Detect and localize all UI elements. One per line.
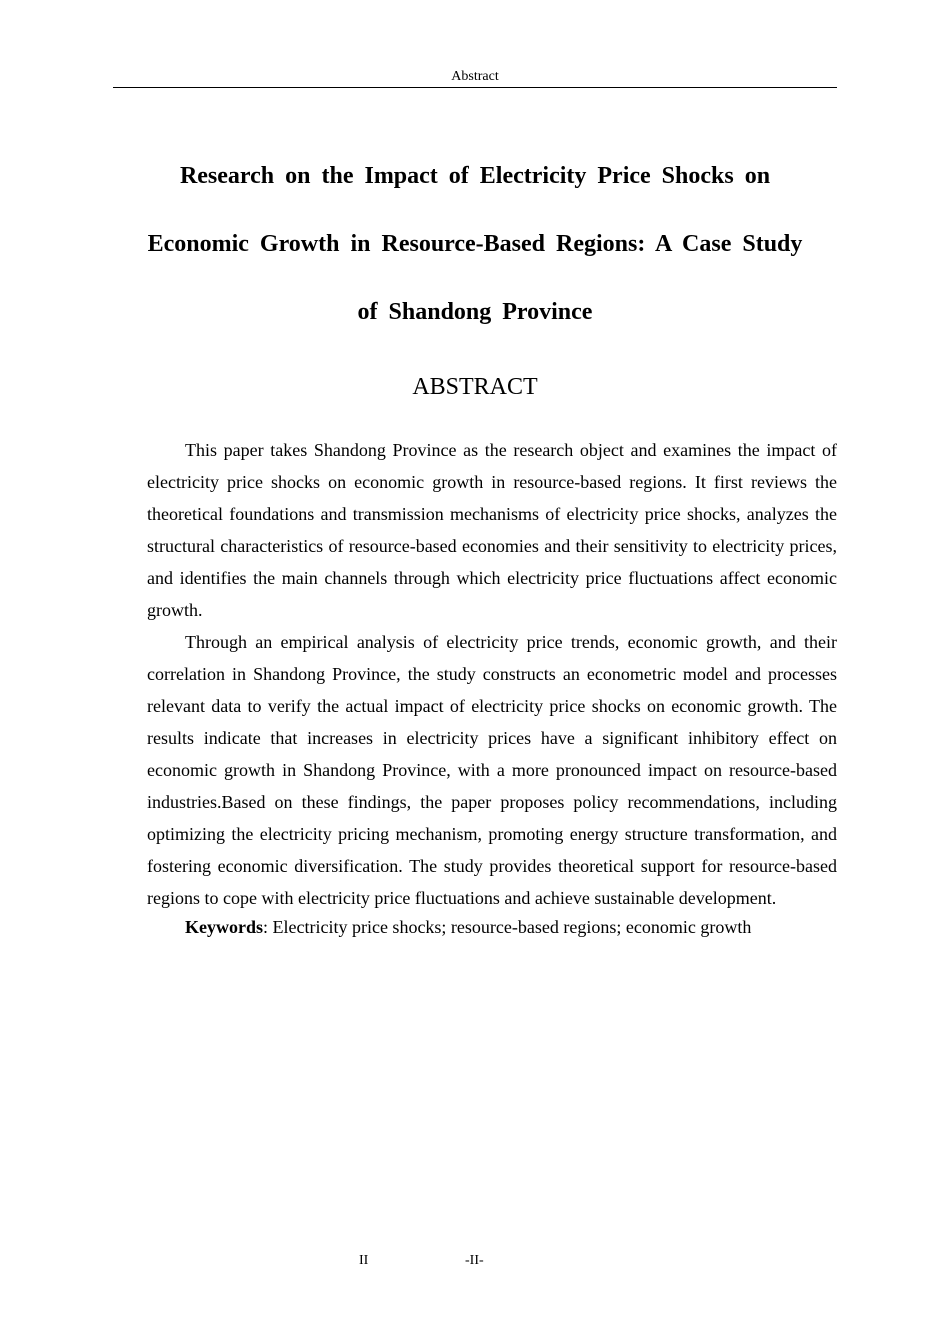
paper-title-line-2: Economic Growth in Resource-Based Regions: A Case Study <box>147 231 803 257</box>
abstract-heading: ABSTRACT <box>412 374 538 400</box>
running-header: Abstract <box>113 68 837 88</box>
keywords-text: : Electricity price shocks; resource-based regions; economic growth <box>263 917 752 937</box>
footer-page-number: -II- <box>465 1253 484 1268</box>
paper-title <box>113 142 837 346</box>
footer-roman-numeral: II <box>359 1253 369 1268</box>
keywords-line <box>147 914 837 940</box>
keywords-label: Keywords <box>185 917 263 937</box>
abstract-body <box>147 434 837 940</box>
paper-title-line-1: Research on the Impact of Electricity Price Shocks on <box>179 163 771 189</box>
abstract-paragraph-1: This paper takes Shandong Province as the research object and examines the impact of electricity price shocks on economic growth in resource-based regions. It first reviews the theoretical foundations and transmission mechanisms of electricity price shocks, analyzes the structural characteristics of resource-based economies and their sensitivity to electricity prices, and identifies the main channels through which electricity price fluctuations affect economic growth. <box>147 440 837 620</box>
paper-title-line-3: of Shandong Province <box>357 299 593 325</box>
abstract-paragraph-2: Through an empirical analysis of electricity price trends, economic growth, and their correlation in Shandong Province, the study constructs an econometric model and processes relevant data to verify the actual impact of electricity price shocks on economic growth. The results indicate that increases in electricity prices have a significant inhibitory effect on economic growth in Shandong Province, with a more pronounced impact on resource-based industries.Based on these findings, the paper proposes policy recommendations, including optimizing the electricity pricing mechanism, promoting energy structure transformation, and fostering economic diversification. The study provides theoretical support for resource-based regions to cope with electricity price fluctuations and achieve sustainable development. <box>147 632 837 908</box>
